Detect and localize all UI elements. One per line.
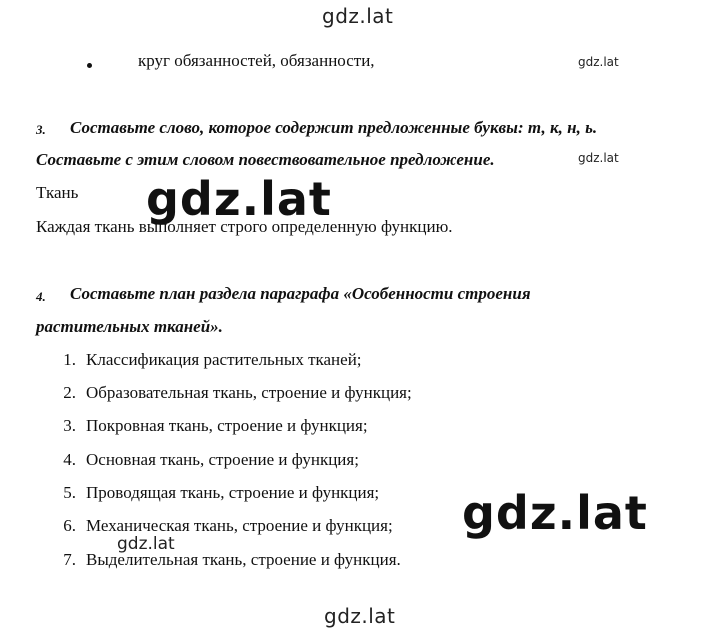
plan-item-text: Классификация растительных тканей; xyxy=(86,350,362,369)
plan-item-number: 3. xyxy=(63,416,76,435)
plan-item-text: Проводящая ткань, строение и функция; xyxy=(86,483,380,502)
plan-item-number: 2. xyxy=(63,383,76,402)
task3-prompt-line1: Составьте слово, которое содержит предложенные буквы: т, к, н, ь. xyxy=(70,118,598,137)
task4-number: 4. xyxy=(36,289,46,304)
bullet-marker xyxy=(87,63,92,68)
watermark-bullet-right: gdz.lat xyxy=(578,55,619,69)
plan-item-text: Выделительная ткань, строение и функция. xyxy=(86,550,401,569)
plan-item-number: 4. xyxy=(63,450,76,469)
watermark-top: gdz.lat xyxy=(322,4,394,28)
bullet-item-text: круг обязанностей, обязанности, xyxy=(138,51,375,70)
watermark-task3-right: gdz.lat xyxy=(578,151,619,165)
plan-item-number: 6. xyxy=(63,516,76,535)
task3-answer-sentence: Каждая ткань выполняет строго определенную функцию. xyxy=(36,217,453,236)
watermark-bottom: gdz.lat xyxy=(324,604,396,628)
plan-item-number: 1. xyxy=(63,350,76,369)
plan-item-text: Образовательная ткань, строение и функция; xyxy=(86,383,412,402)
plan-item-number: 5. xyxy=(63,483,76,502)
task4-prompt-line1: Составьте план раздела параграфа «Особенности строения xyxy=(70,284,531,303)
task3-number: 3. xyxy=(36,122,46,137)
plan-item-text: Основная ткань, строение и функция; xyxy=(86,450,359,469)
task3-answer-word: Ткань xyxy=(36,183,79,202)
task3-prompt-line2: Составьте с этим словом повествовательное предложение. xyxy=(36,150,495,169)
plan-item-text: Покровная ткань, строение и функция; xyxy=(86,416,368,435)
plan-item-number: 7. xyxy=(63,550,76,569)
watermark-big-right: gdz.lat xyxy=(462,486,648,540)
watermark-big-left: gdz.lat xyxy=(146,172,332,226)
watermark-small-bottom-left: gdz.lat xyxy=(117,534,175,554)
plan-item-text: Механическая ткань, строение и функция; xyxy=(86,516,393,535)
task4-prompt-line2: растительных тканей». xyxy=(36,317,223,336)
